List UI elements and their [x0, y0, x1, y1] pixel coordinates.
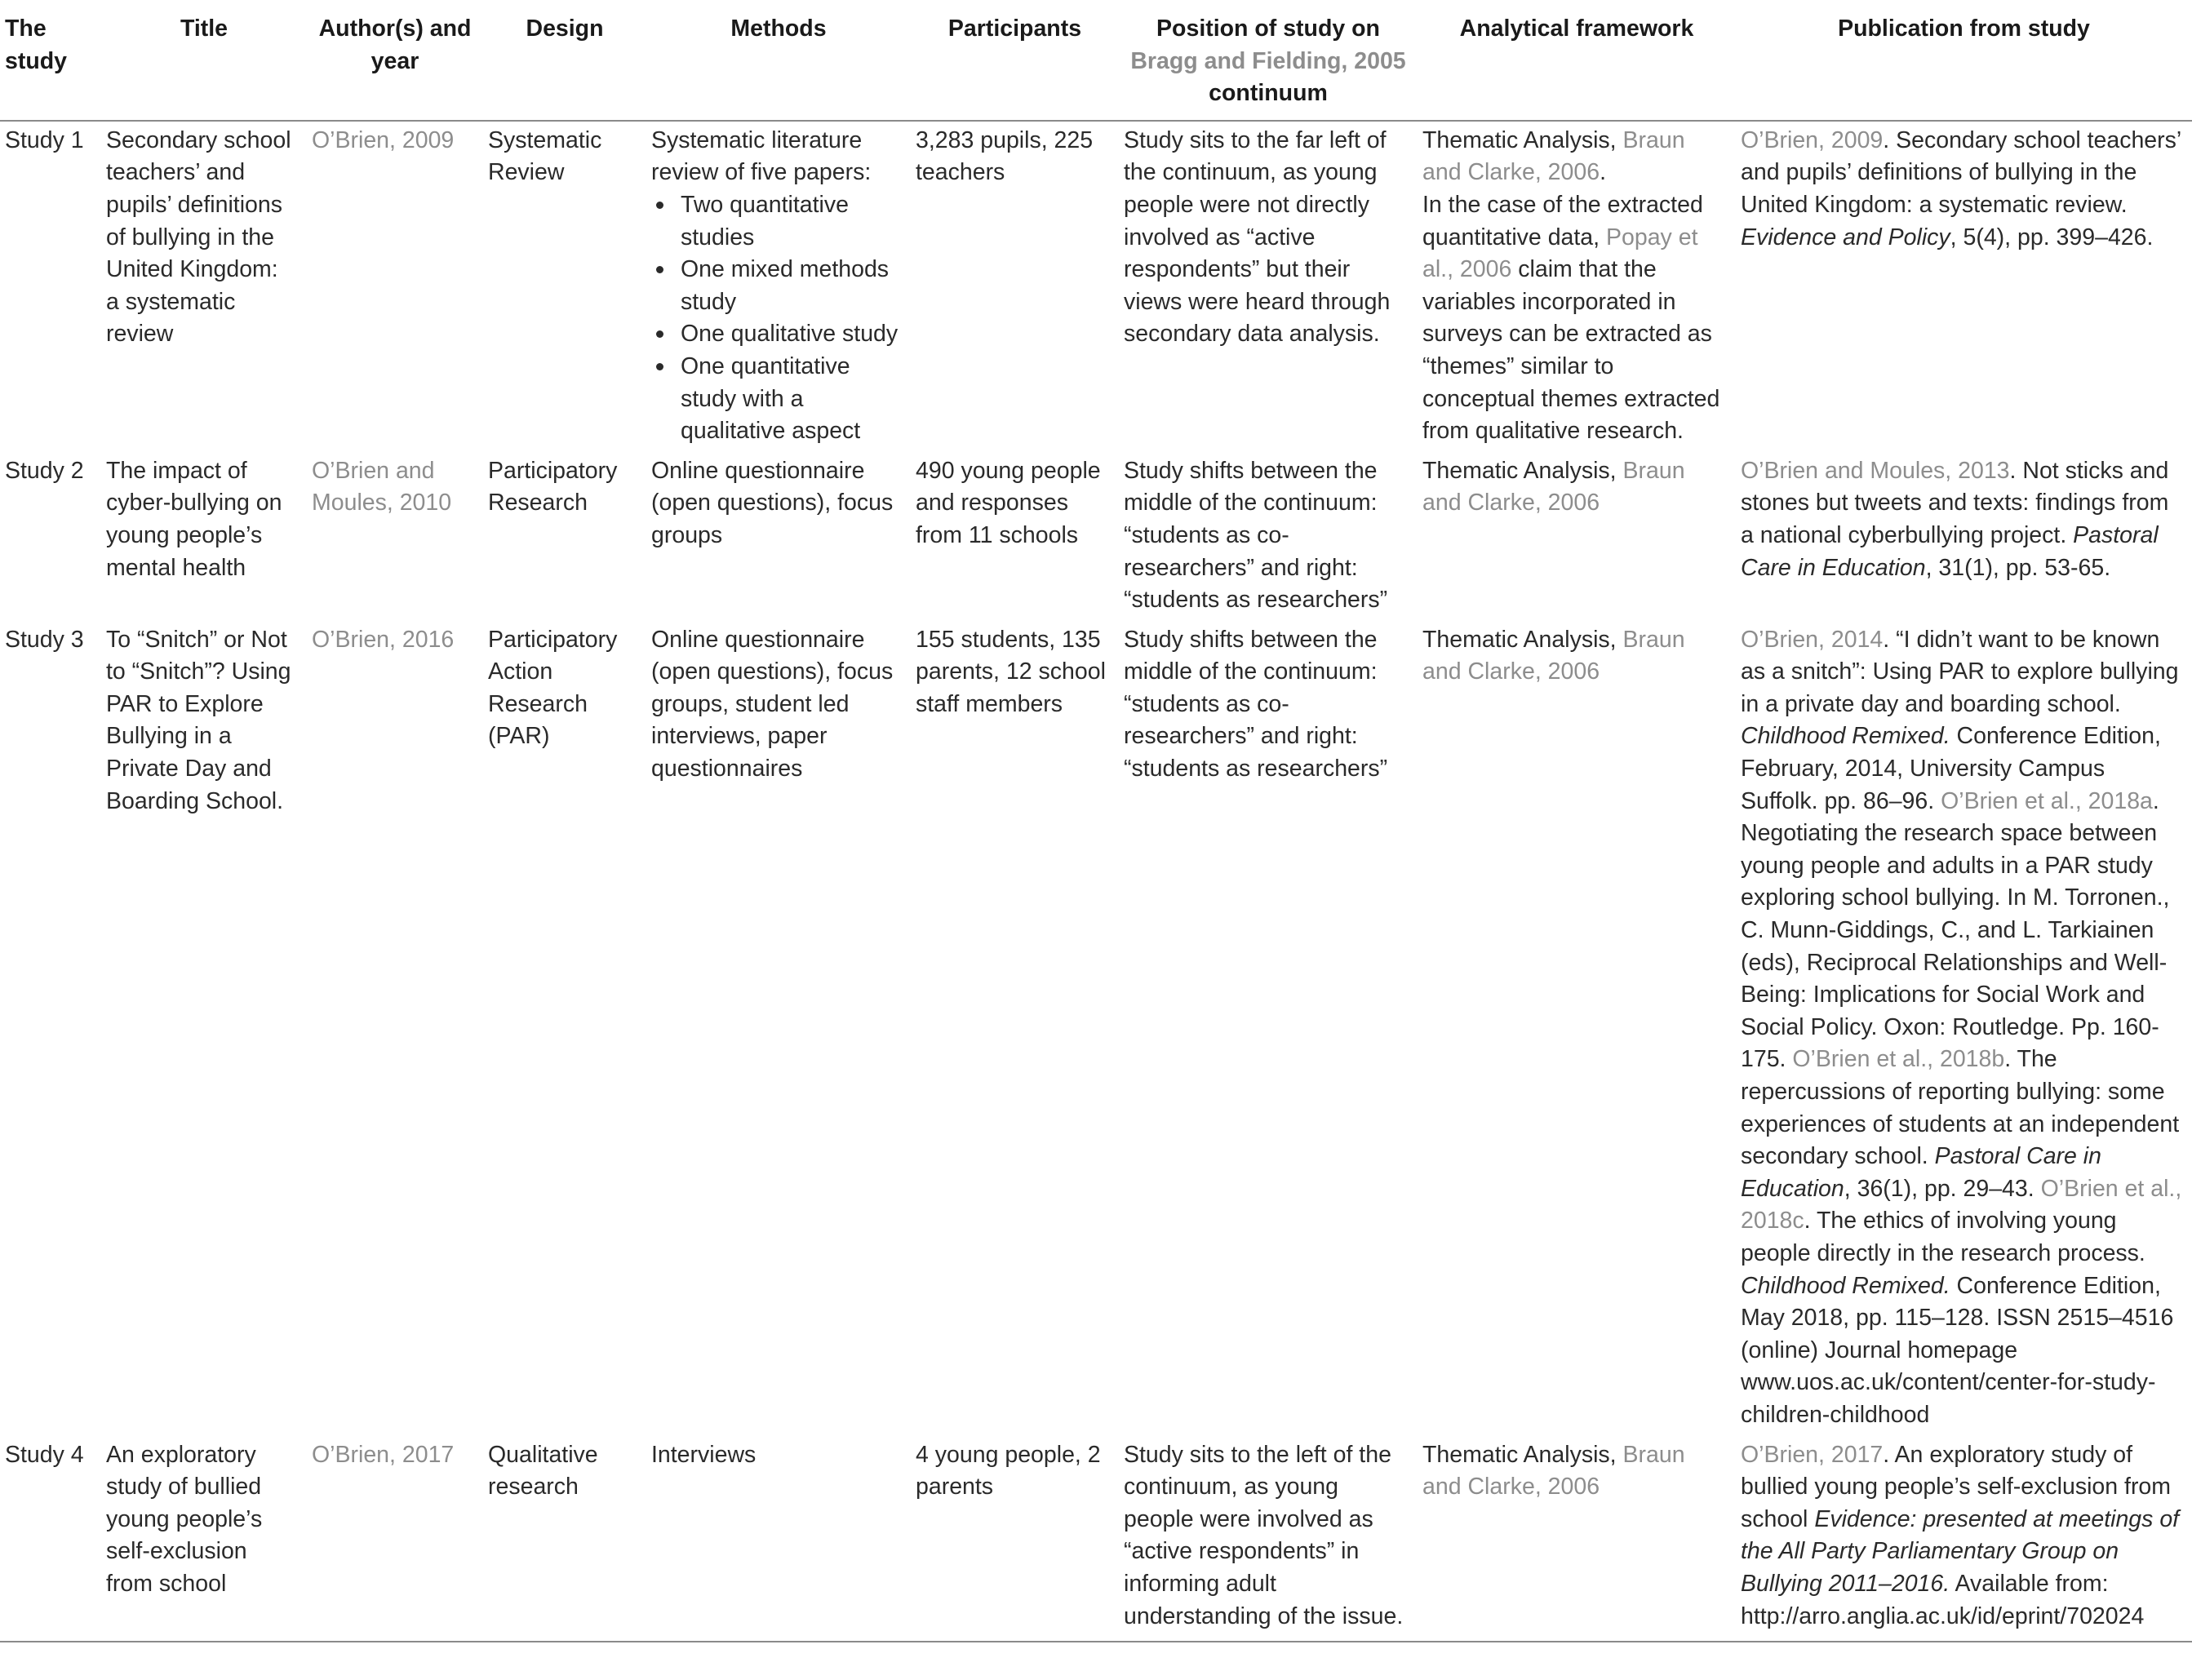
header-framework: Analytical framework [1418, 0, 1736, 121]
cell-design: Participatory Action Research (PAR) [488, 626, 618, 750]
journal-name: Pastoral Care in Education [1741, 1143, 2101, 1202]
citation-link[interactable]: Braun and Clarke, 2006 [1422, 126, 1685, 186]
citation-link[interactable]: Braun and Clarke, 2006 [1422, 457, 1685, 516]
cell-title: Secondary school teachers’ and pupils’ definitions of bullying in the United Kingdom: a systematic review [106, 126, 291, 348]
text: Conference Edition, May 2018, pp. 115–128. ISSN 2515–4516 (online) Journal homepage www.uos.ac.uk/content/center-for-study-children-childhood [1741, 1272, 2174, 1428]
cell-position: Study sits to the left of the continuum, as young people were involved as “active respondents” in informing adult understanding of the issue. [1119, 1437, 1418, 1642]
citation-link[interactable]: O’Brien et al., 2018a [1941, 787, 2153, 814]
header-position-pre: Position of study on [1156, 16, 1380, 42]
cell-framework [1418, 121, 1736, 453]
cell-title: To “Snitch” or Not to “Snitch”? Using PAR to Explore Bullying in a Private Day and Boarding School. [106, 626, 291, 814]
table-row [0, 121, 2192, 453]
text: claim that the variables incorporated in surveys can be extracted as “themes” similar to conceptual themes extracted from qualitative research. [1422, 256, 1720, 445]
cell-study: Study 2 [5, 457, 84, 484]
cell-publication [1736, 121, 2192, 453]
text: In the case of the extracted quantitative data, [1422, 191, 1703, 250]
text: . [1600, 159, 1606, 186]
cell-title: An exploratory study of bullied young people’s self-exclusion from school [101, 1437, 307, 1642]
cell-participants: 490 young people and responses from 11 schools [916, 457, 1101, 548]
text: . The ethics of involving young people directly in the research process. [1741, 1208, 2145, 1266]
text: Conference Edition, February, 2014, University Campus Suffolk. pp. 86–96. [1741, 723, 2161, 814]
cell-authors-link[interactable]: O’Brien, 2017 [307, 1437, 483, 1642]
text: Available from: http://arro.anglia.ac.uk/id/eprint/702024 [1741, 1570, 2145, 1629]
text: , 36(1), pp. 29–43. [1844, 1175, 2041, 1202]
cell-study: Study 3 [5, 626, 84, 653]
table-row [0, 622, 2192, 1437]
journal-name: Childhood Remixed. [1741, 1272, 1950, 1299]
cell-framework [1418, 453, 1736, 622]
table-row [0, 453, 2192, 622]
list-item: Two quantitative studies [681, 189, 901, 254]
text: . “I didn’t want to be known as a snitch”: Using PAR to explore bullying in a private day and boarding school. [1741, 626, 2179, 717]
cell-design: Systematic Review [488, 126, 602, 186]
citation-link[interactable]: O’Brien, 2009 [1741, 126, 1884, 153]
text: , 5(4), pp. 399–426. [1950, 224, 2154, 250]
cell-title: The impact of cyber-bullying on young people’s mental health [106, 457, 282, 581]
journal-name: Evidence and Policy [1741, 224, 1950, 250]
cell-position: Study shifts between the middle of the continuum: “students as co-researchers” and right: “students as researchers” [1124, 626, 1388, 782]
citation-link[interactable]: O’Brien et al., 2018b [1792, 1046, 2005, 1073]
text: Thematic Analysis, [1422, 1441, 1623, 1468]
cell-design: Participatory Research [488, 457, 618, 516]
citation-link[interactable]: Popay et al., 2006 [1422, 224, 1698, 283]
cell-position: Study sits to the far left of the continuum, as young people were not directly involved as “active respondents” but their views were heard through secondary data analysis. [1124, 126, 1391, 348]
cell-framework [1418, 1437, 1736, 1642]
header-position-ref-link[interactable]: Bragg and Fielding, 2005 [1130, 47, 1406, 74]
list-item: One qualitative study [681, 318, 901, 351]
list-item: One quantitative study with a qualitative aspect [681, 351, 901, 448]
list-item: One mixed methods study [681, 254, 901, 318]
cell-study: Study 4 [0, 1437, 101, 1642]
header-row [0, 0, 2192, 121]
text: . An exploratory study of bullied young people’s self-exclusion from school [1741, 1441, 2172, 1532]
header-publication: Publication from study [1736, 0, 2192, 121]
methods-list [651, 189, 901, 448]
citation-link[interactable]: Braun and Clarke, 2006 [1422, 626, 1685, 685]
header-position-post: continuum [1209, 80, 1328, 107]
header-position [1119, 0, 1418, 121]
citation-link[interactable]: O’Brien et al., 2018c [1741, 1175, 2182, 1235]
cell-methods [646, 121, 911, 453]
cell-study: Study 1 [5, 126, 84, 153]
text: . Secondary school teachers’ and pupils’ definitions of bullying in the United Kingdom: a systematic review. [1741, 126, 2181, 218]
cell-design: Qualitative research [483, 1437, 646, 1642]
header-title: Title [101, 0, 307, 121]
journal-name: Childhood Remixed. [1741, 723, 1950, 750]
cell-authors-link[interactable]: O’Brien, 2009 [312, 126, 455, 153]
cell-participants: 3,283 pupils, 225 teachers [916, 126, 1094, 186]
table-row [0, 1437, 2192, 1642]
cell-publication [1736, 453, 2192, 622]
cell-methods: Online questionnaire (open questions), focus groups [651, 457, 894, 548]
citation-link[interactable]: O’Brien, 2014 [1741, 626, 1884, 653]
text: Thematic Analysis, [1422, 126, 1623, 153]
cell-participants: 4 young people, 2 parents [911, 1437, 1119, 1642]
citation-link[interactable]: Braun and Clarke, 2006 [1422, 1441, 1685, 1500]
cell-framework [1418, 622, 1736, 1437]
cell-publication [1736, 1437, 2192, 1642]
text: Thematic Analysis, [1422, 457, 1623, 484]
cell-position: Study shifts between the middle of the continuum: “students as co-researchers” and right: “students as researchers” [1124, 457, 1388, 614]
citation-link[interactable]: O’Brien and Moules, 2013 [1741, 457, 2010, 484]
text: . Negotiating the research space between young people and adults in a PAR study exploring school bullying. In M. Torronen., C. Munn-Giddings, C., and L. Tarkiainen (eds), Reciprocal Relationships and Well-Being: Implications for Social Work and Social Policy. Oxon: Routledge. Pp. 160-175. [1741, 787, 2170, 1073]
cell-methods: Interviews [646, 1437, 911, 1642]
text: , 31(1), pp. 53-65. [1925, 554, 2111, 581]
methods-intro: Systematic literature review of five papers: [651, 126, 872, 186]
text: Thematic Analysis, [1422, 626, 1623, 653]
cell-authors-link[interactable]: O’Brien and Moules, 2010 [312, 457, 452, 516]
header-participants: Participants [911, 0, 1119, 121]
journal-name: Pastoral Care in Education [1741, 521, 2159, 581]
cell-authors-link[interactable]: O’Brien, 2016 [312, 626, 455, 653]
citation-link[interactable]: O’Brien, 2017 [1741, 1441, 1884, 1468]
cell-publication [1736, 622, 2192, 1437]
header-study: The study [0, 0, 101, 121]
cell-participants: 155 students, 135 parents, 12 school staff members [916, 626, 1106, 717]
journal-name: Evidence: presented at meetings of the All Party Parliamentary Group on Bullying 2011–2016. [1741, 1505, 2180, 1597]
text: . Not sticks and stones but tweets and texts: findings from a national cyberbullying project. [1741, 457, 2169, 548]
header-methods: Methods [646, 0, 911, 121]
header-authors: Author(s) and year [307, 0, 483, 121]
cell-methods: Online questionnaire (open questions), focus groups, student led interviews, paper questionnaires [651, 626, 894, 782]
text: . The repercussions of reporting bullying: some experiences of students at an independent secondary school. [1741, 1046, 2180, 1170]
header-design: Design [483, 0, 646, 121]
